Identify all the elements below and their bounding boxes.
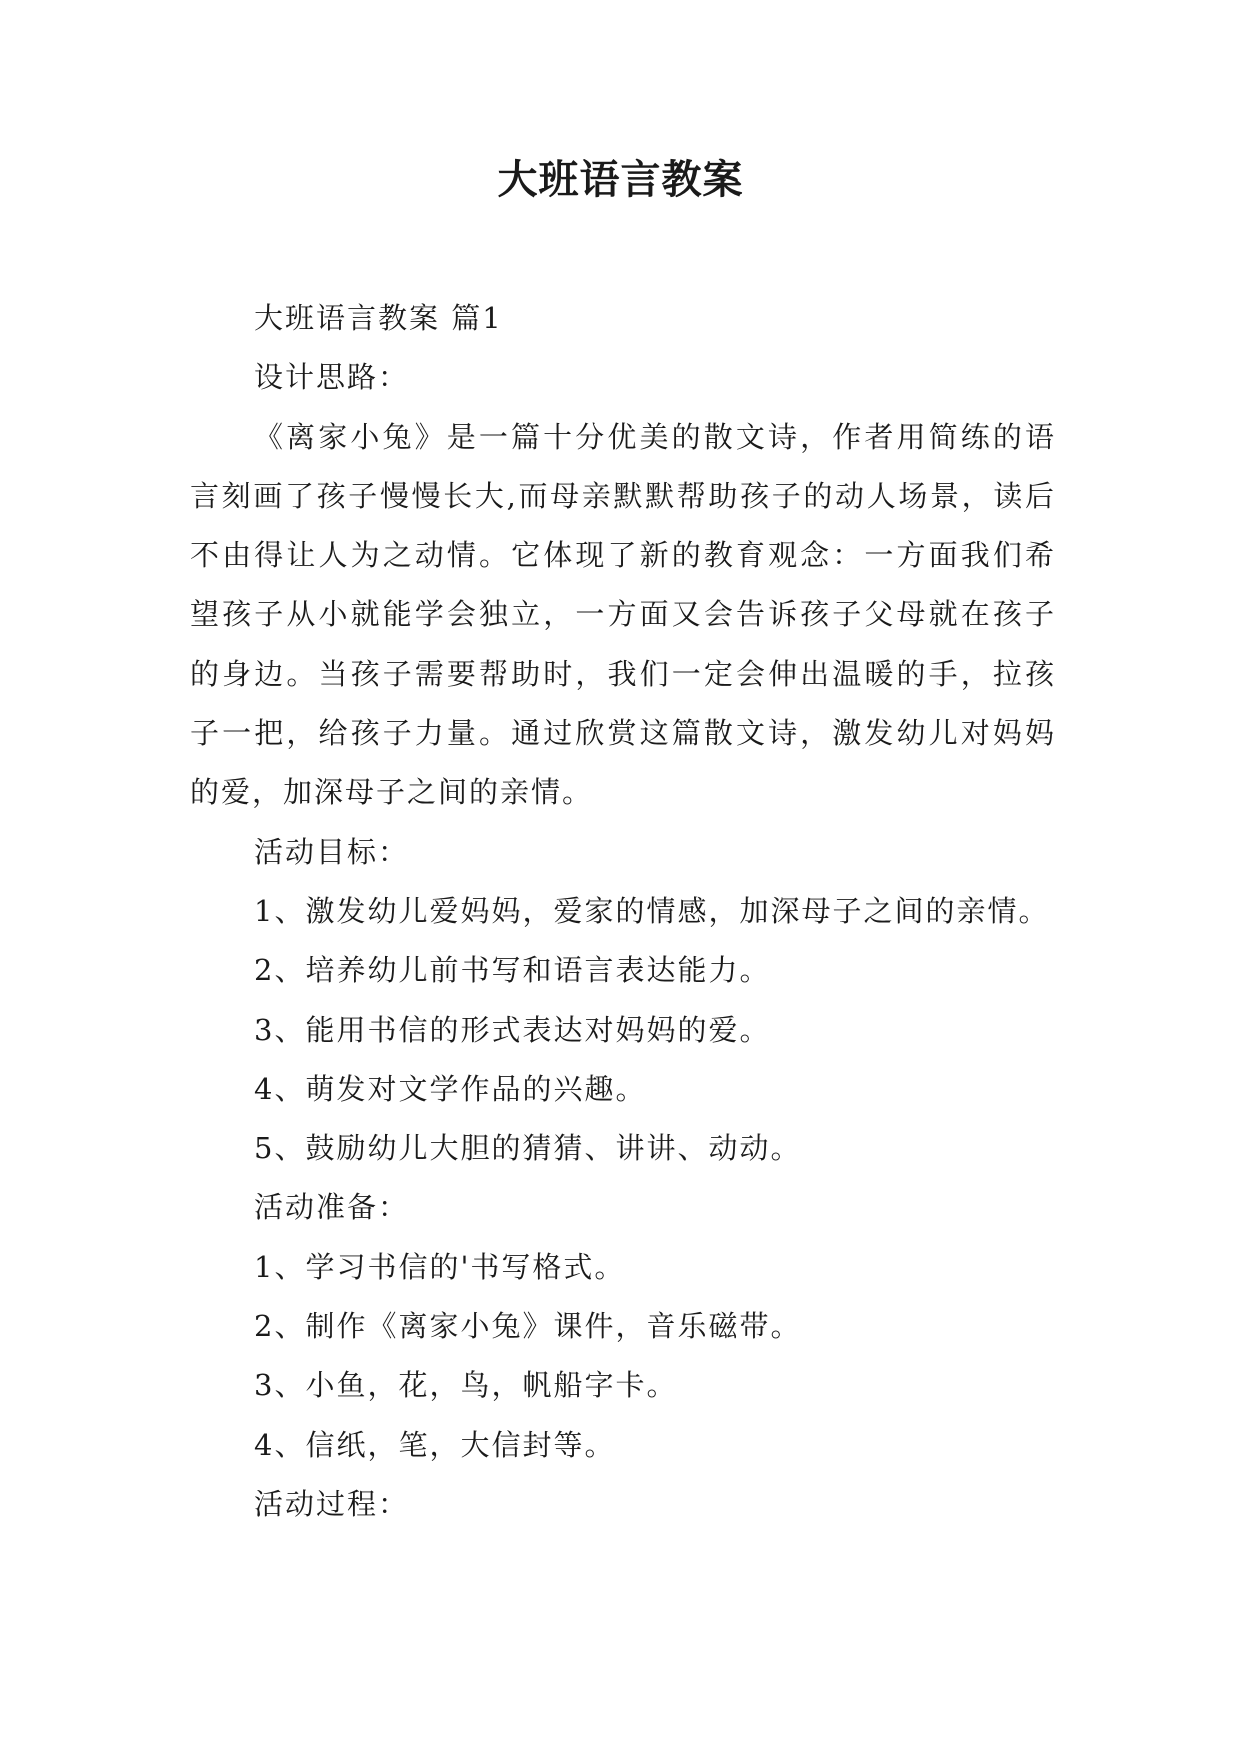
design-idea-heading: 设计思路： <box>254 360 410 395</box>
goal-item: 1、激发幼儿爱妈妈，爱家的情感，加深母子之间的亲情。 <box>254 893 1050 928</box>
activity-preparation-heading: 活动准备： <box>254 1190 410 1225</box>
preparation-item: 1、学习书信的'书写格式。 <box>254 1249 626 1284</box>
activity-process-heading: 活动过程： <box>254 1486 410 1521</box>
design-idea-paragraph: 《离家小兔》是一篇十分优美的散文诗，作者用简练的语言刻画了孩子慢慢长大,而母亲默默帮助孩子的动人场景，读后不由得让人为之动情。它体现了新的教育观念：一方面我们希望孩子从小就能学会独立，一方面又会告诉孩子父母就在孩子的身边。当孩子需要帮助时，我们一定会伸出温暖的手，拉孩子一把，给孩子力量。通过欣赏这篇散文诗，激发幼儿对妈妈的爱，加深母子之间的亲情。 <box>190 419 1056 810</box>
preparation-item: 2、制作《离家小兔》课件，音乐磁带。 <box>254 1309 802 1344</box>
goal-item: 2、培养幼儿前书写和语言表达能力。 <box>254 953 771 988</box>
document-body <box>190 289 1056 1534</box>
activity-goals-heading: 活动目标： <box>254 834 410 869</box>
goal-item: 4、萌发对文学作品的兴趣。 <box>254 1071 647 1106</box>
goal-item: 5、鼓励幼儿大胆的猜猜、讲讲、动动。 <box>254 1131 802 1166</box>
section-heading: 大班语言教案 篇1 <box>254 301 503 335</box>
document-title: 大班语言教案 <box>497 157 744 203</box>
preparation-item: 4、信纸，笔，大信封等。 <box>254 1427 616 1462</box>
preparation-item: 3、小鱼，花，鸟，帆船字卡。 <box>254 1368 678 1403</box>
goal-item: 3、能用书信的形式表达对妈妈的爱。 <box>254 1012 771 1047</box>
